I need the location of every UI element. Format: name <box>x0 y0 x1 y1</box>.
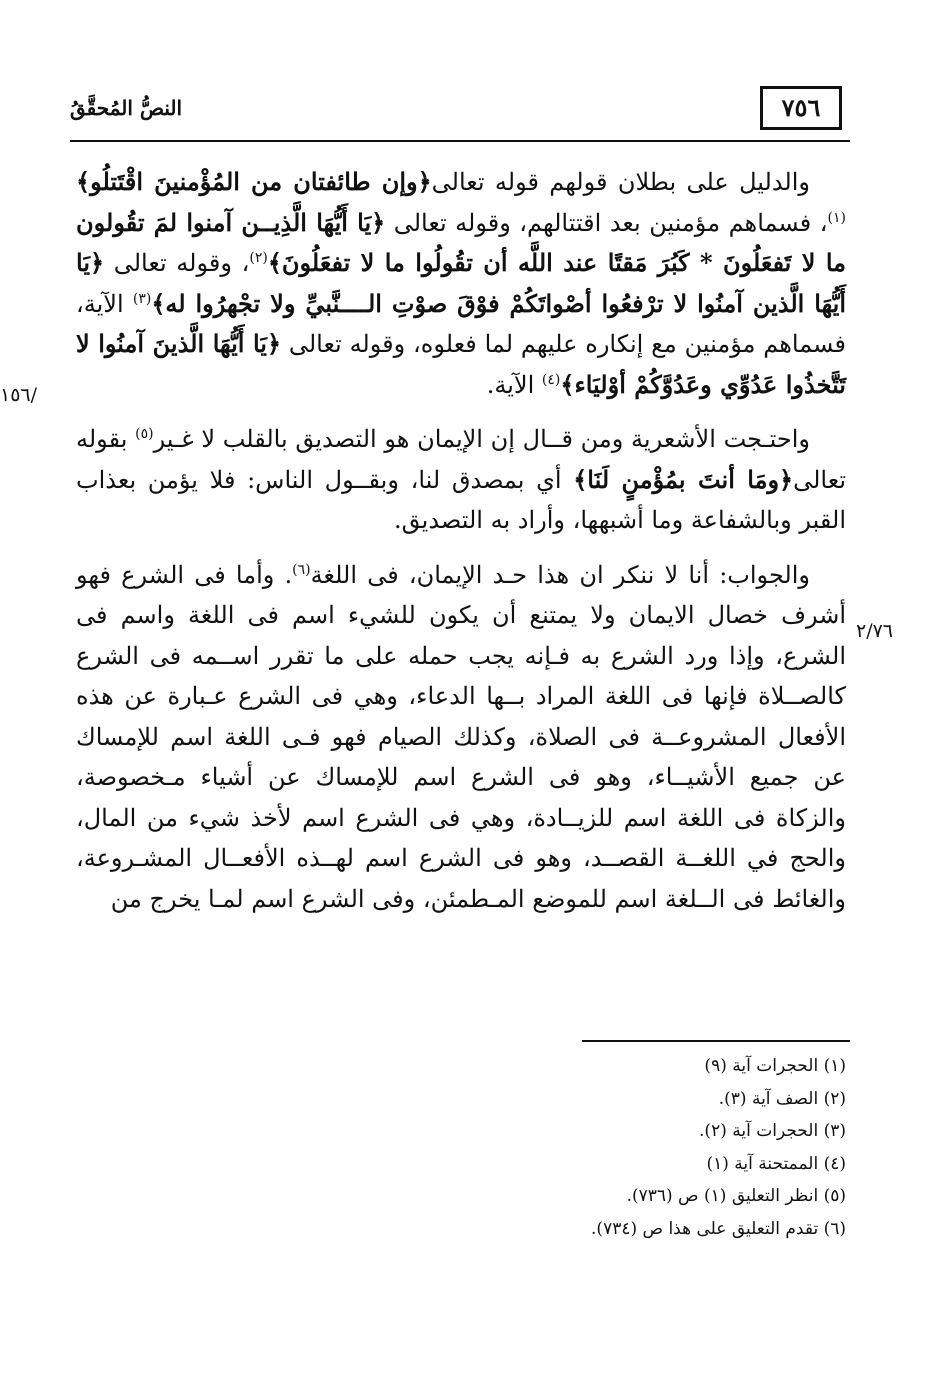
footnote: (٦) تقدم التعليق على هذا ص (٧٣٤). <box>591 1218 846 1239</box>
header-rule <box>70 140 850 142</box>
paragraph <box>76 555 846 920</box>
footnote-marker: (٣) <box>132 290 152 307</box>
footnote: (٤) الممتحنة آية (١) <box>706 1153 846 1174</box>
text-run: أي بمصدق لنا، وبقــول الناس: فلا يؤمن بعذاب القبر وبالشفاعة وما أشبهها، وأراد به التصديق. <box>76 465 846 534</box>
footnote-marker: (١) <box>827 209 846 226</box>
footnote: (٢) الصف آية (٣). <box>718 1088 846 1109</box>
text-run: الآية. <box>486 370 542 399</box>
page-header <box>70 86 850 134</box>
text-run: واحتـجت الأشعرية ومن قــال إن الإيمان هو التصديق بالقلب لا غـير <box>153 425 810 453</box>
quran-quote: ﴿ومَا أنتَ بمُؤْمنٍ لَنَا﴾ <box>573 464 794 494</box>
text-run: الآية، فسماهم مؤمنين مع إنكاره عليهم لما فعلوه، وقوله تعالى <box>76 289 846 358</box>
page-number: ٧٥٦ <box>760 86 842 130</box>
footnote: (١) الحجرات آية (٩) <box>704 1056 846 1076</box>
margin-reference: /١٥٦ <box>0 384 38 406</box>
quran-quote: ﴿يَا أَيُّهَا الَّذينَ آمنُوا لا تَتَّخذُوا عَدُوِّي وعَدُوَّكُمْ أوْليَاء﴾ <box>76 329 846 399</box>
running-title: النصُّ المُحقَّقُ <box>70 96 183 120</box>
main-text <box>76 162 846 933</box>
text-run: بقوله تعالى <box>76 425 846 494</box>
text-run: ، وقوله تعالى <box>104 249 250 277</box>
quran-quote: ﴿يَا أَيُّهَا الَّذين آمنُوا لا ترْفعُوا أصْواتَكُمْ فوْقَ صوْتِ الــــنَّبيِّ ولا تجْهرُوا له﴾ <box>76 248 846 318</box>
text-run: ، فسماهم مؤمنين بعد اقتتالهم، وقوله تعالى <box>385 208 828 237</box>
paragraph <box>76 419 846 541</box>
footnote-marker: (٢) <box>249 250 268 266</box>
text-run: والجواب: أنا لا ننكر ان هذا حـد الإيمان، فى اللغة <box>310 560 811 589</box>
footnotes <box>450 1050 846 1245</box>
footnote-marker: (٤) <box>541 371 561 388</box>
text-run: . وأما فى الشرع فهو أشرف خصال الايمان ولا يمتنع أن يكون للشيء اسم فى اللغة واسم فى الشرع، وإذا ورد الشرع به فـإنه يجب حمله على ما تقرر اســمه فى الشرع كالصــلاة فإنها فى اللغة المراد بــها الدعاء، وهي فى الشرع عـبارة عن هذه الأفعال المشروعــة فى الصلاة، وكذلك الصيام فهو فـى اللغة اسم للإمساك عن جميع الأشيــاء، وهو فى الشرع اسم للإمساك عن أشياء مـخصوصة، والزكاة فى اللغة اسم للزيــادة، وهي فى الشرع اسم لأخذ شيء من المال، والحج في اللغــة القصــد، وهو فى الشرع اسم لهــذه الأفعــال المشـروعة، والغائط فى الــلغة اسم للموضع المـطمئن، وفى الشرع اسم لمـا يخرج من <box>76 560 846 913</box>
quran-quote: ﴿يَا أَيُّهَا الَّذِيــن آمنوا لمَ تقُولون ما لا تَفعَلُونَ * كَبُرَ مَقتًا عند اللَّه أن تقُولُوا ما لا تفعَلُونَ﴾ <box>76 207 846 277</box>
margin-reference: ٢/٧٦ <box>856 620 894 642</box>
paragraph <box>76 162 846 405</box>
quran-quote: ﴿وإن طائفتان من المُؤْمنينَ اقْتَتلُو﴾ <box>76 167 432 196</box>
footnote-separator <box>582 1040 850 1042</box>
footnote-marker: (٥) <box>135 426 154 442</box>
footnote: (٣) الحجرات آية (٢). <box>699 1121 846 1141</box>
text-run: والدليل على بطلان قولهم قوله تعالى <box>431 168 810 196</box>
footnote-marker: (٦) <box>292 561 311 578</box>
footnote: (٥) انظر التعليق (١) ص (٧٣٦). <box>626 1186 846 1206</box>
